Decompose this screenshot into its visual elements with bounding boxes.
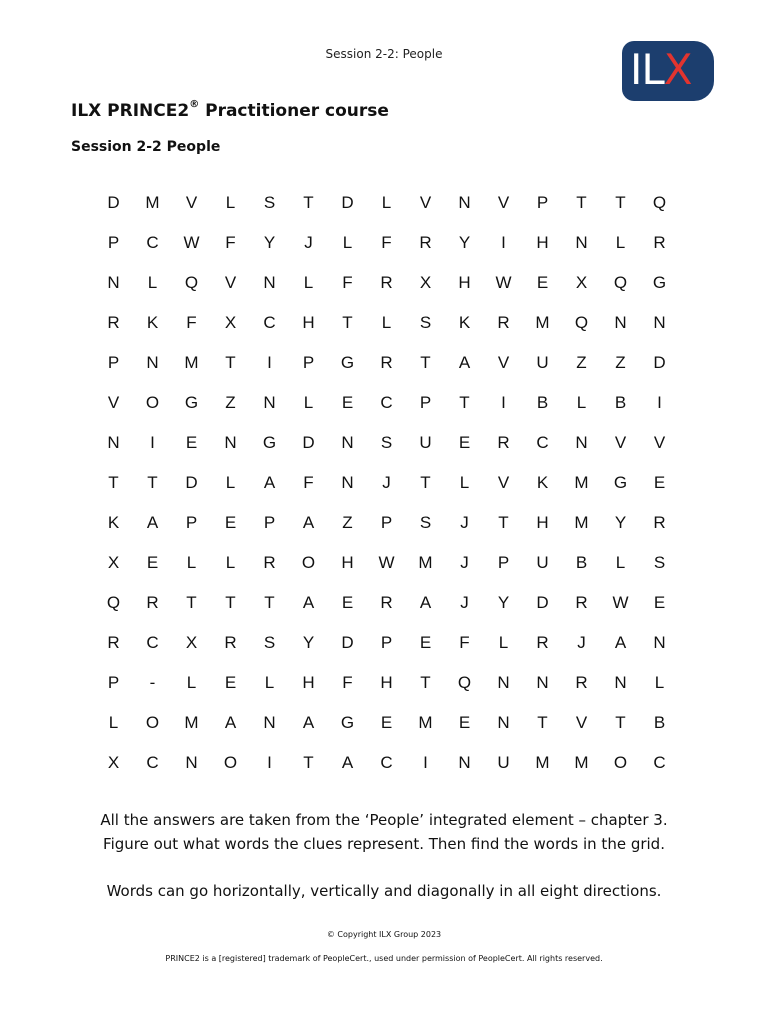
grid-cell: N bbox=[575, 433, 588, 452]
grid-cell: G bbox=[613, 473, 628, 492]
grid-cell: N bbox=[653, 633, 666, 652]
grid-cell: T bbox=[420, 353, 431, 372]
grid-cell: Q bbox=[106, 593, 121, 612]
grid-cell: D bbox=[185, 473, 198, 492]
grid-cell: M bbox=[418, 553, 433, 572]
grid-cell: L bbox=[186, 553, 197, 572]
instruction-line-1: All the answers are taken from the ‘People’ integrated element – chapter 3. bbox=[100, 811, 668, 829]
grid-cell: X bbox=[224, 313, 237, 332]
grid-cell: Y bbox=[458, 233, 471, 252]
grid-cell: R bbox=[380, 593, 393, 612]
grid-cell: M bbox=[184, 353, 199, 372]
grid-cell: P bbox=[107, 233, 120, 252]
grid-cell: P bbox=[419, 393, 432, 412]
grid-cell: V bbox=[419, 193, 432, 212]
grid-cell: U bbox=[419, 433, 432, 452]
grid-cell: A bbox=[224, 713, 237, 732]
grid-cell: L bbox=[615, 553, 626, 572]
grid-cell: N bbox=[497, 713, 510, 732]
grid-cell: I bbox=[657, 393, 662, 412]
grid-cell: A bbox=[458, 353, 471, 372]
grid-cell: R bbox=[653, 513, 666, 532]
grid-cell: N bbox=[185, 753, 198, 772]
grid-cell: M bbox=[418, 713, 433, 732]
grid-cell: X bbox=[419, 273, 432, 292]
grid-cell: H bbox=[302, 313, 315, 332]
grid-cell: G bbox=[262, 433, 277, 452]
grid-cell: G bbox=[340, 353, 355, 372]
grid-cell: P bbox=[497, 553, 510, 572]
grid-cell: A bbox=[146, 513, 159, 532]
grid-cell: G bbox=[184, 393, 199, 412]
grid-cell: D bbox=[302, 433, 315, 452]
grid-cell: N bbox=[224, 433, 237, 452]
grid-cell: I bbox=[501, 233, 506, 252]
grid-cell: U bbox=[497, 753, 510, 772]
grid-cell: Z bbox=[225, 393, 236, 412]
grid-cell: T bbox=[108, 473, 119, 492]
grid-cell: N bbox=[107, 433, 120, 452]
grid-cell: D bbox=[536, 593, 549, 612]
grid-cell: L bbox=[186, 673, 197, 692]
grid-cell: W bbox=[495, 273, 512, 292]
grid-cell: W bbox=[183, 233, 200, 252]
grid-cell: G bbox=[340, 713, 355, 732]
grid-cell: T bbox=[420, 673, 431, 692]
grid-cell: Y bbox=[614, 513, 627, 532]
grid-cell: A bbox=[614, 633, 627, 652]
grid-cell: E bbox=[458, 433, 471, 452]
grid-cell: N bbox=[107, 273, 120, 292]
grid-cell: C bbox=[146, 633, 159, 652]
grid-cell: L bbox=[498, 633, 509, 652]
grid-cell: F bbox=[303, 473, 314, 492]
grid-cell: L bbox=[615, 233, 626, 252]
grid-cell: K bbox=[146, 313, 159, 332]
grid-cell: T bbox=[615, 193, 626, 212]
grid-cell: T bbox=[225, 353, 236, 372]
grid-cell: W bbox=[378, 553, 395, 572]
page-title: ILX PRINCE2® Practitioner course bbox=[71, 99, 389, 121]
grid-cell: Y bbox=[263, 233, 276, 252]
grid-cell: S bbox=[419, 313, 432, 332]
grid-cell: I bbox=[267, 753, 272, 772]
grid-cell: L bbox=[147, 273, 158, 292]
grid-cell: P bbox=[107, 673, 120, 692]
grid-cell: R bbox=[575, 673, 588, 692]
grid-cell: O bbox=[145, 713, 160, 732]
grid-cell: C bbox=[146, 753, 159, 772]
grid-cell: N bbox=[497, 673, 510, 692]
grid-cell: N bbox=[536, 673, 549, 692]
grid-cell: J bbox=[460, 513, 469, 532]
grid-cell: L bbox=[108, 713, 119, 732]
grid-cell: A bbox=[341, 753, 354, 772]
grid-cell: Q bbox=[652, 193, 667, 212]
grid-cell: B bbox=[575, 553, 588, 572]
grid-cell: D bbox=[107, 193, 120, 212]
grid-cell: L bbox=[264, 673, 275, 692]
grid-cell: X bbox=[107, 753, 120, 772]
grid-cell: M bbox=[145, 193, 160, 212]
grid-cell: M bbox=[574, 473, 589, 492]
grid-cell: J bbox=[460, 553, 469, 572]
logo-text: ILX bbox=[630, 45, 692, 94]
grid-cell: Z bbox=[342, 513, 353, 532]
grid-cell: N bbox=[458, 753, 471, 772]
grid-cell: Q bbox=[574, 313, 589, 332]
grid-cell: K bbox=[107, 513, 120, 532]
grid-cell: V bbox=[497, 473, 510, 492]
grid-cell: V bbox=[575, 713, 588, 732]
grid-cell: - bbox=[149, 673, 156, 692]
grid-cell: R bbox=[419, 233, 432, 252]
grid-cell: L bbox=[303, 273, 314, 292]
grid-cell: A bbox=[263, 473, 276, 492]
grid-cell: C bbox=[146, 233, 159, 252]
grid-cell: N bbox=[263, 273, 276, 292]
grid-cell: H bbox=[341, 553, 354, 572]
grid-cell: R bbox=[497, 433, 510, 452]
grid-cell: A bbox=[302, 713, 315, 732]
grid-cell: S bbox=[380, 433, 393, 452]
grid-cell: K bbox=[458, 313, 471, 332]
grid-cell: R bbox=[380, 273, 393, 292]
grid-cell: Z bbox=[576, 353, 587, 372]
grid-cell: B bbox=[653, 713, 666, 732]
copyright-notice: © Copyright ILX Group 2023 bbox=[326, 930, 442, 939]
grid-cell: F bbox=[225, 233, 236, 252]
grid-cell: P bbox=[536, 193, 549, 212]
grid-cell: R bbox=[146, 593, 159, 612]
grid-cell: M bbox=[574, 753, 589, 772]
grid-cell: U bbox=[536, 353, 549, 372]
grid-cell: M bbox=[535, 313, 550, 332]
grid-cell: T bbox=[459, 393, 470, 412]
grid-cell: N bbox=[575, 233, 588, 252]
grid-cell: S bbox=[653, 553, 666, 572]
grid-cell: M bbox=[184, 713, 199, 732]
grid-cell: F bbox=[459, 633, 470, 652]
grid-cell: V bbox=[653, 433, 666, 452]
grid-cell: A bbox=[302, 513, 315, 532]
grid-cell: N bbox=[341, 473, 354, 492]
grid-cell: L bbox=[225, 553, 236, 572]
grid-cell: D bbox=[341, 193, 354, 212]
grid-cell: B bbox=[536, 393, 549, 412]
grid-cell: R bbox=[575, 593, 588, 612]
grid-cell: Y bbox=[302, 633, 315, 652]
grid-cell: X bbox=[575, 273, 588, 292]
grid-cell: T bbox=[303, 753, 314, 772]
grid-cell: L bbox=[342, 233, 353, 252]
grid-cell: P bbox=[185, 513, 198, 532]
grid-cell: H bbox=[380, 673, 393, 692]
grid-cell: V bbox=[185, 193, 198, 212]
grid-cell: L bbox=[225, 473, 236, 492]
instruction-line-3: Words can go horizontally, vertically and diagonally in all eight directions. bbox=[106, 882, 662, 900]
grid-cell: H bbox=[536, 513, 549, 532]
grid-cell: J bbox=[382, 473, 391, 492]
grid-cell: V bbox=[224, 273, 237, 292]
grid-cell: E bbox=[458, 713, 471, 732]
grid-cell: T bbox=[498, 513, 509, 532]
grid-cell: C bbox=[263, 313, 276, 332]
grid-cell: E bbox=[224, 673, 237, 692]
grid-cell: E bbox=[653, 473, 666, 492]
ilx-logo bbox=[622, 41, 714, 101]
grid-cell: Q bbox=[613, 273, 628, 292]
grid-cell: S bbox=[263, 193, 276, 212]
page-header: Session 2-2: People bbox=[325, 47, 443, 61]
grid-cell: G bbox=[652, 273, 667, 292]
grid-cell: N bbox=[653, 313, 666, 332]
grid-cell: E bbox=[146, 553, 159, 572]
grid-cell: U bbox=[536, 553, 549, 572]
grid-cell: R bbox=[107, 313, 120, 332]
grid-cell: E bbox=[653, 593, 666, 612]
grid-cell: T bbox=[537, 713, 548, 732]
grid-cell: N bbox=[146, 353, 159, 372]
grid-cell: N bbox=[263, 393, 276, 412]
grid-cell: L bbox=[459, 473, 470, 492]
grid-cell: L bbox=[225, 193, 236, 212]
grid-cell: N bbox=[341, 433, 354, 452]
grid-cell: T bbox=[225, 593, 236, 612]
grid-cell: R bbox=[263, 553, 276, 572]
grid-cell: T bbox=[303, 193, 314, 212]
grid-cell: D bbox=[653, 353, 666, 372]
grid-cell: M bbox=[535, 753, 550, 772]
grid-cell: I bbox=[423, 753, 428, 772]
grid-cell: V bbox=[497, 193, 510, 212]
grid-cell: T bbox=[147, 473, 158, 492]
grid-cell: N bbox=[614, 673, 627, 692]
grid-cell: R bbox=[224, 633, 237, 652]
grid-cell: F bbox=[381, 233, 392, 252]
grid-cell: Q bbox=[457, 673, 472, 692]
grid-cell: H bbox=[458, 273, 471, 292]
grid-cell: T bbox=[264, 593, 275, 612]
grid-cell: S bbox=[419, 513, 432, 532]
grid-cell: E bbox=[341, 593, 354, 612]
grid-cell: T bbox=[615, 713, 626, 732]
grid-cell: J bbox=[577, 633, 586, 652]
grid-cell: I bbox=[150, 433, 155, 452]
grid-cell: B bbox=[614, 393, 627, 412]
grid-cell: L bbox=[381, 193, 392, 212]
grid-cell: T bbox=[186, 593, 197, 612]
grid-cell: E bbox=[224, 513, 237, 532]
grid-cell: P bbox=[380, 513, 393, 532]
grid-cell: Q bbox=[184, 273, 199, 292]
grid-cell: F bbox=[186, 313, 197, 332]
trademark-notice: PRINCE2 is a [registered] trademark of PeopleCert., used under permission of PeopleCert. All rights reserved. bbox=[165, 954, 603, 963]
grid-cell: E bbox=[419, 633, 432, 652]
grid-cell: T bbox=[576, 193, 587, 212]
grid-cell: H bbox=[536, 233, 549, 252]
grid-cell: A bbox=[419, 593, 432, 612]
grid-cell: E bbox=[185, 433, 198, 452]
grid-cell: N bbox=[263, 713, 276, 732]
grid-cell: A bbox=[302, 593, 315, 612]
grid-cell: V bbox=[497, 353, 510, 372]
grid-cell: R bbox=[380, 353, 393, 372]
grid-cell: R bbox=[107, 633, 120, 652]
session-subtitle: Session 2-2 People bbox=[71, 139, 221, 155]
grid-cell: O bbox=[223, 753, 238, 772]
grid-cell: F bbox=[342, 273, 353, 292]
grid-cell: P bbox=[380, 633, 393, 652]
grid-cell: N bbox=[458, 193, 471, 212]
grid-cell: I bbox=[267, 353, 272, 372]
grid-cell: T bbox=[420, 473, 431, 492]
grid-cell: N bbox=[614, 313, 627, 332]
grid-cell: X bbox=[185, 633, 198, 652]
grid-cell: I bbox=[501, 393, 506, 412]
word-search-grid bbox=[94, 183, 679, 783]
grid-cell: C bbox=[653, 753, 666, 772]
grid-cell: P bbox=[107, 353, 120, 372]
grid-cell: J bbox=[460, 593, 469, 612]
grid-cell: C bbox=[380, 393, 393, 412]
grid-cell: K bbox=[536, 473, 549, 492]
grid-cell: L bbox=[654, 673, 665, 692]
registered-mark: ® bbox=[189, 99, 200, 111]
grid-cell: R bbox=[653, 233, 666, 252]
grid-cell: E bbox=[536, 273, 549, 292]
grid-cell: M bbox=[574, 513, 589, 532]
grid-cell: R bbox=[536, 633, 549, 652]
grid-cell: V bbox=[614, 433, 627, 452]
grid-cell: H bbox=[302, 673, 315, 692]
grid-cell: J bbox=[304, 233, 313, 252]
grid-cell: D bbox=[341, 633, 354, 652]
grid-cell: X bbox=[107, 553, 120, 572]
grid-cell: Z bbox=[615, 353, 626, 372]
grid-cell: L bbox=[576, 393, 587, 412]
grid-cell: S bbox=[263, 633, 276, 652]
grid-cell: F bbox=[342, 673, 353, 692]
grid-cell: Y bbox=[497, 593, 510, 612]
grid-cell: C bbox=[536, 433, 549, 452]
grid-cell: O bbox=[301, 553, 316, 572]
grid-cell: P bbox=[302, 353, 315, 372]
grid-cell: V bbox=[107, 393, 120, 412]
grid-cell: W bbox=[612, 593, 629, 612]
grid-cell: T bbox=[342, 313, 353, 332]
grid-cell: E bbox=[380, 713, 393, 732]
grid-cell: O bbox=[145, 393, 160, 412]
grid-cell: O bbox=[613, 753, 628, 772]
grid-cell: E bbox=[341, 393, 354, 412]
grid-cell: C bbox=[380, 753, 393, 772]
grid-cell: R bbox=[497, 313, 510, 332]
grid-cell: L bbox=[381, 313, 392, 332]
instruction-line-2: Figure out what words the clues represent. Then find the words in the grid. bbox=[103, 835, 665, 853]
grid-cell: L bbox=[303, 393, 314, 412]
grid-cell: P bbox=[263, 513, 276, 532]
